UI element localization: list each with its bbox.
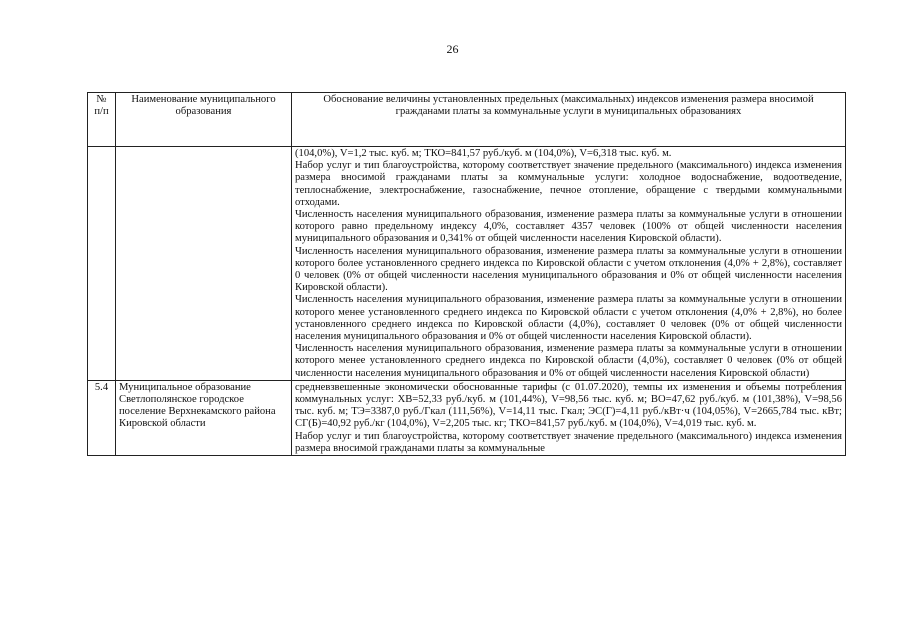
justification-paragraph: (104,0%), V=1,2 тыс. куб. м; ТКО=841,57 руб./куб. м (104,0%), V=6,318 тыс. куб. м. bbox=[295, 148, 672, 159]
row-name-cell: Муниципальное образование Светлополянское городское поселение Верхнекамского района Кировской области bbox=[116, 380, 292, 455]
table-row bbox=[88, 380, 846, 455]
tariff-justification-table bbox=[87, 92, 846, 456]
row-justification-cell bbox=[292, 380, 846, 455]
row-number-cell bbox=[88, 147, 116, 381]
row-number-cell: 5.4 bbox=[88, 380, 116, 455]
header-municipality-name: Наименование муниципального образования bbox=[116, 93, 292, 147]
justification-paragraph: Численность населения муниципального образования, изменение размера платы за коммунальные услуги в отношении которого менее установленного среднего индекса по Кировской области (4,0%), составляет 0 человек (0% от общей численности населения муниципального образования и 0% от общей численности населения Кировской области) bbox=[295, 343, 842, 379]
justification-paragraph: Численность населения муниципального образования, изменение размера платы за коммунальные услуги в отношении которого более установленного среднего индекса по Кировской области с учетом отклонения (4,0% + 2,8%), составляет 0 человек (0% от общей численности населения муниципального образования и 0% от общей численности населения Кировской области). bbox=[295, 245, 842, 294]
table-header-row bbox=[88, 93, 846, 147]
table-row bbox=[88, 147, 846, 381]
justification-paragraph: Численность населения муниципального образования, изменение размера платы за коммунальные услуги в отношении которого равно предельному индексу 4,0%, составляет 4357 человек (100% от общей численности населения муниципального образования и 0,341% от общей численности населения Кировской области). bbox=[295, 209, 842, 245]
header-number: № п/п bbox=[88, 93, 116, 147]
justification-paragraph: Набор услуг и тип благоустройства, которому соответствует значение предельного (максимального) индекса изменения размера вносимой гражданами платы за коммунальные услуги: холодное водоснабжение, водоотведение, теплоснабжение, электроснабжение, газоснабжение, печное отопление, обращение с твердыми коммунальными отходами. bbox=[295, 160, 842, 208]
justification-paragraph: Набор услуг и тип благоустройства, которому соответствует значение предельного (максимального) индекса изменения размера вносимой гражданами платы за коммунальные bbox=[295, 430, 842, 454]
row-name-cell bbox=[116, 147, 292, 381]
header-justification: Обоснование величины установленных предельных (максимальных) индексов изменения размера вносимой гражданами платы за коммунальные услуги в муниципальных образованиях bbox=[292, 93, 846, 147]
justification-paragraph: средневзвешенные экономически обоснованные тарифы (с 01.07.2020), темпы их изменения и объемы потребления коммунальных услуг: ХВ=52,33 руб./куб. м (101,44%), V=98,56 тыс. куб. м; ВО=47,62 руб./куб. м (101,38%), V=98,56 тыс. куб. м; ТЭ=3387,0 руб./Гкал (111,56%), V=14,11 тыс. Гкал; ЭС(Г)=4,11 руб./кВт·ч (104,05%), V=2665,784 тыс. кВт; СГ(Б)=40,92 руб./кг (104,0%), V=2,205 тыс. кг; ТКО=841,57 руб./куб. м (104,0%), V=4,019 тыс. куб. м. bbox=[295, 381, 842, 430]
justification-paragraph: Численность населения муниципального образования, изменение размера платы за коммунальные услуги в отношении которого менее установленного среднего индекса по Кировской области с учетом отклонения (4,0% + 2,8%), но более установленного среднего индекса по Кировской области (4,0%), составляет 0 человек (0% от общей численности населения муниципального образования и 0% от общей численности населения Кировской области). bbox=[295, 294, 842, 343]
page-number: 26 bbox=[446, 42, 459, 56]
row-justification-cell bbox=[292, 147, 846, 381]
